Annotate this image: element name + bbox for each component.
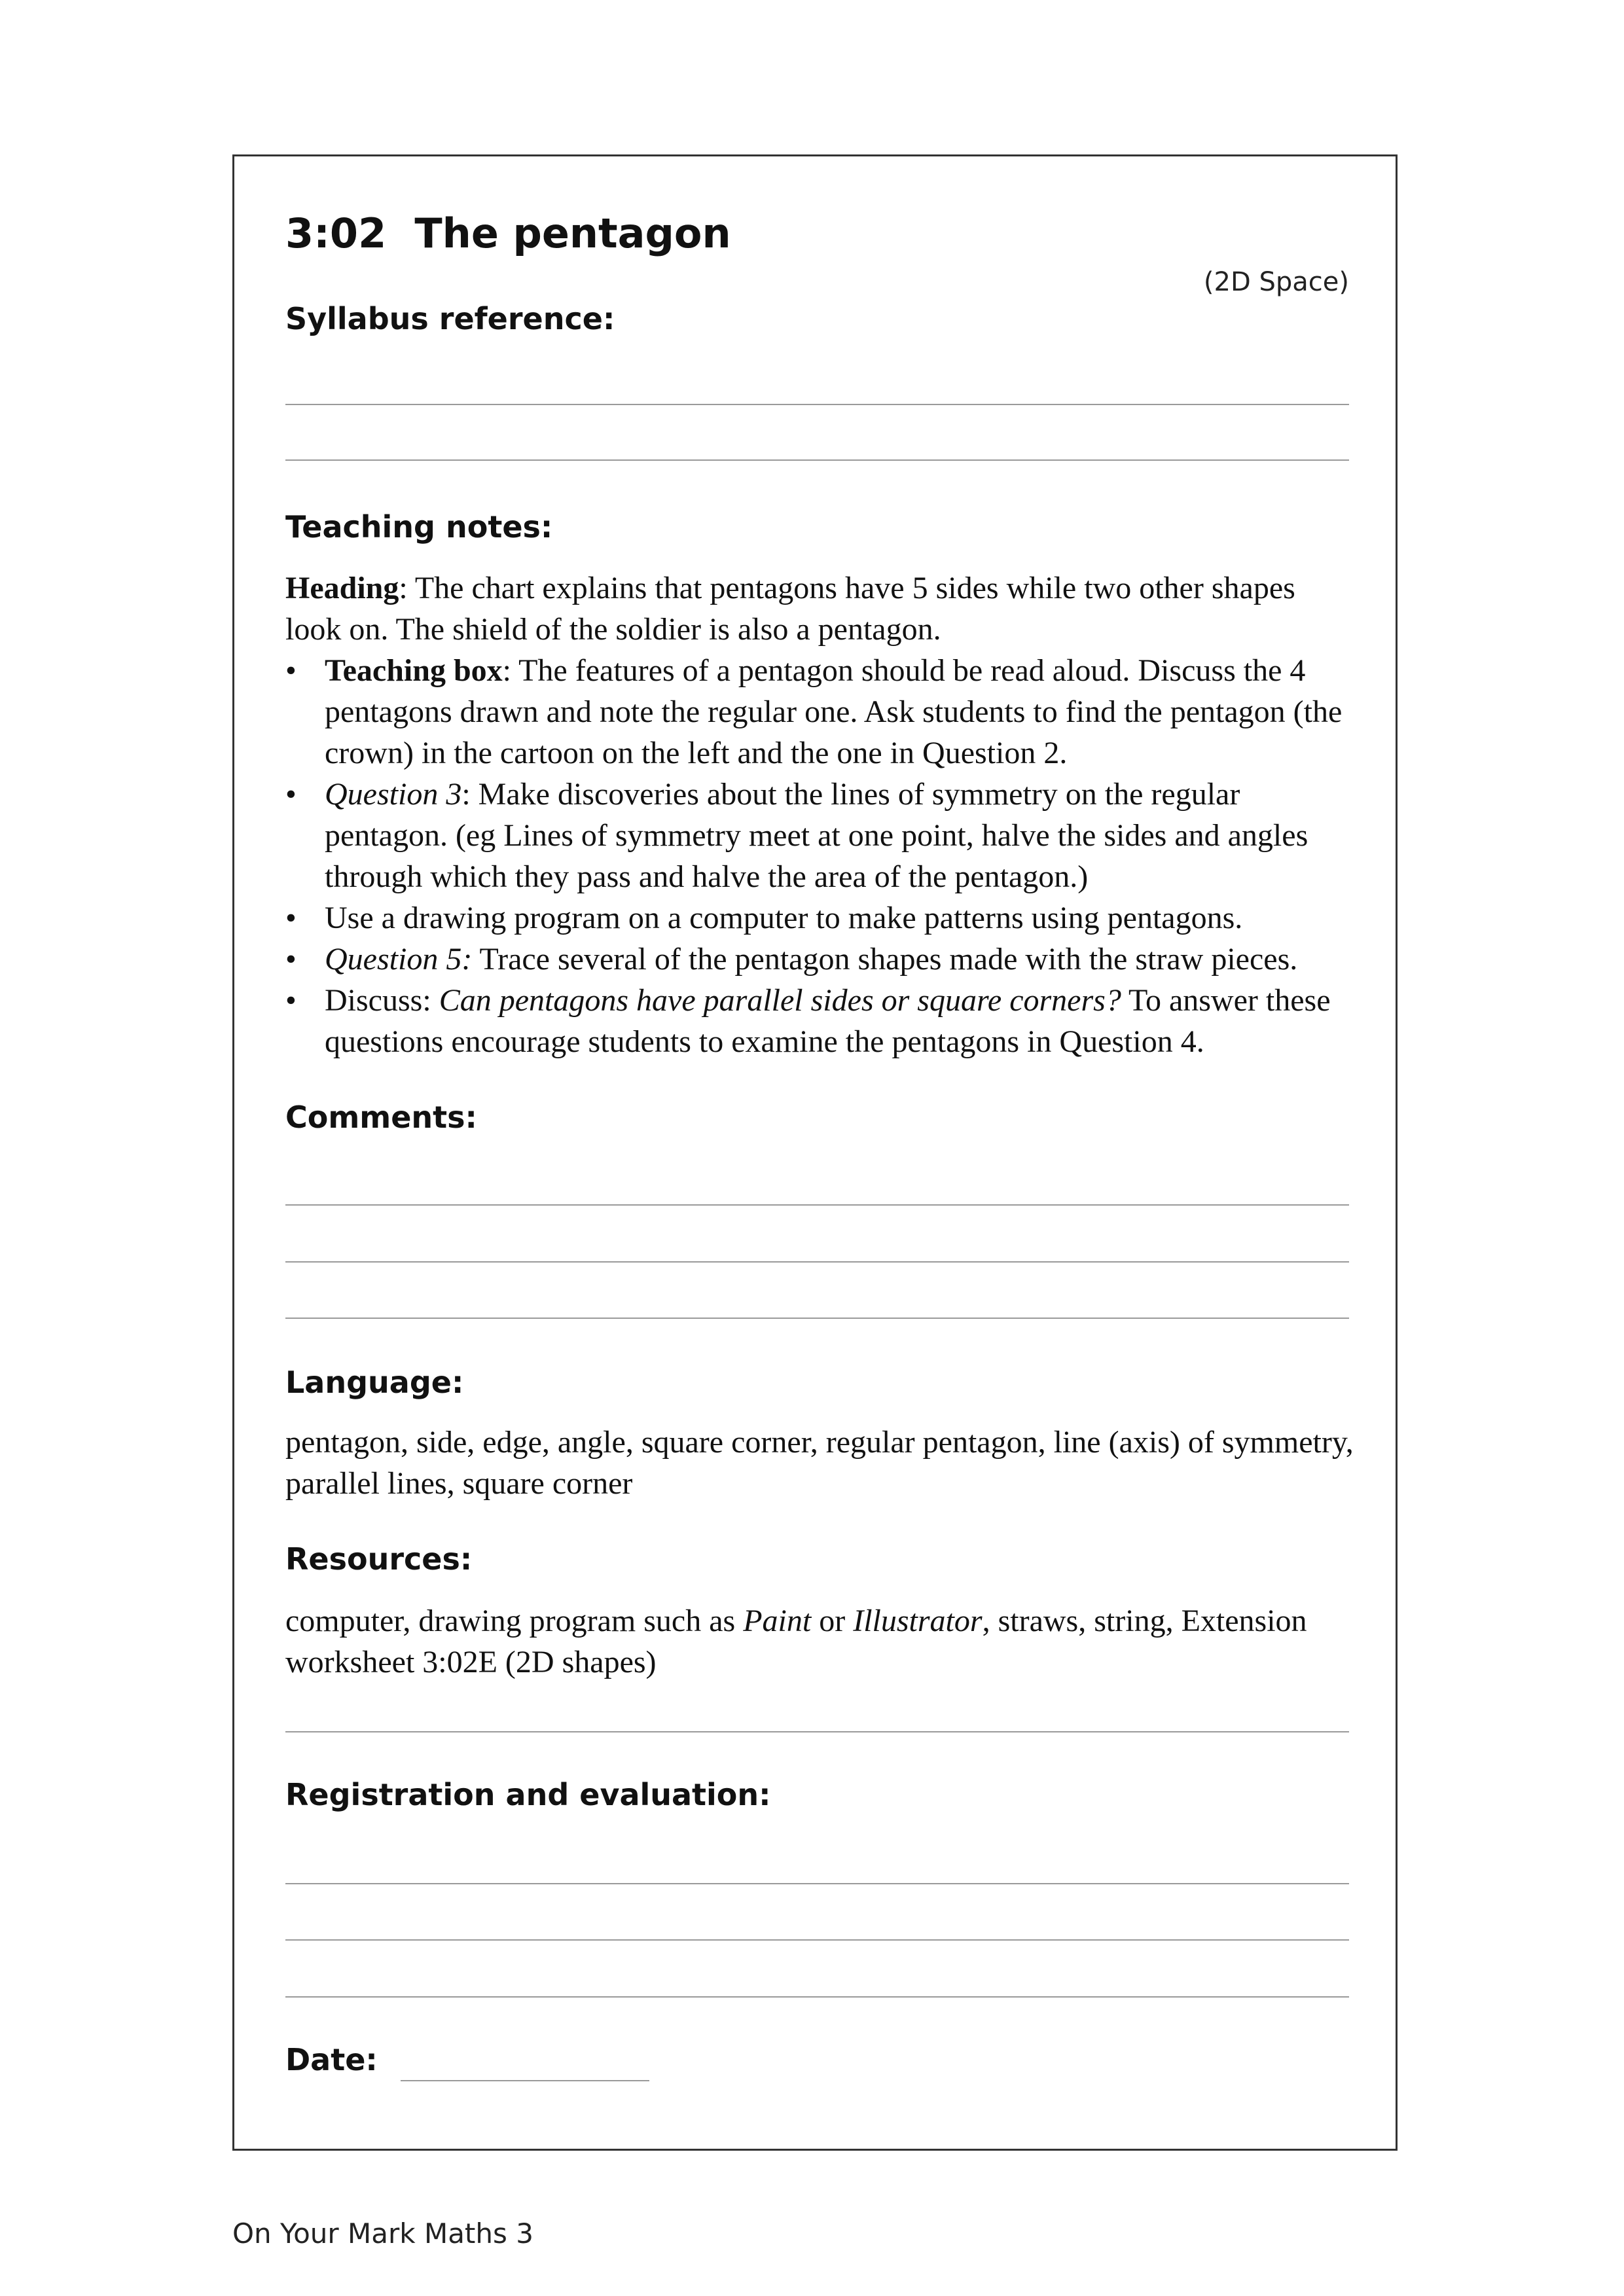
resources-prefix: computer, drawing program such as (285, 1604, 744, 1638)
comments-line-3 (285, 1318, 1349, 1319)
page-title: 3:02 The pentagon (285, 209, 731, 257)
list-item (285, 650, 1359, 774)
question-3-text: : Make discoveries about the lines of symmetry on the regular pentagon. (eg Lines of symmetry meet at one point, halve the sides and angles through which they pass and halve the area of the pentagon.) (325, 777, 1308, 894)
list-item (285, 980, 1359, 1062)
category-label: (2D Space) (1203, 267, 1349, 297)
drawing-program-text: Use a drawing program on a computer to make patterns using pentagons. (325, 901, 1243, 935)
language-heading: Language: (285, 1365, 464, 1400)
resources-paint: Paint (743, 1604, 812, 1638)
teaching-box-text: : The features of a pentagon should be read aloud. Discuss the 4 pentagons drawn and note the regular one. Ask students to find the pentagon (the crown) in the cartoon on the left and the one in Question 2. (325, 653, 1343, 770)
teaching-box-label: Teaching box (325, 653, 503, 688)
resources-heading: Resources: (285, 1541, 473, 1577)
comments-line-1 (285, 1204, 1349, 1206)
registration-line-3 (285, 1996, 1349, 1998)
discuss-prefix: Discuss: (325, 983, 439, 1018)
footer-text: On Your Mark Maths 3 (232, 2217, 533, 2250)
page-frame (232, 154, 1398, 2151)
resources-illustrator: Illustrator (853, 1604, 983, 1638)
list-item (285, 897, 1359, 939)
discuss-question: Can pentagons have parallel sides or square corners? (439, 983, 1121, 1018)
teaching-notes-heading: Teaching notes: (285, 509, 553, 545)
registration-line-1 (285, 1883, 1349, 1884)
comments-heading: Comments: (285, 1100, 477, 1135)
heading-note-text: : The chart explains that pentagons have 5 sides while two other shapes look on. The shield of the soldier is also a pentagon. (285, 571, 1295, 647)
date-label: Date: (285, 2042, 378, 2077)
syllabus-heading: Syllabus reference: (285, 301, 615, 336)
registration-heading: Registration and evaluation: (285, 1777, 771, 1812)
language-text: pentagon, side, edge, angle, square corner, regular pentagon, line (axis) of symmetry, parallel lines, square corner (285, 1425, 1354, 1501)
question-5-label: Question 5: (325, 942, 473, 977)
syllabus-line-2 (285, 459, 1349, 461)
resources-suffix: , straws, string, Extension worksheet 3:02E (2D shapes) (285, 1604, 1307, 1679)
list-item (285, 774, 1359, 897)
bullet-icon: • (285, 777, 297, 812)
bullet-icon: • (285, 942, 297, 977)
bullet-icon: • (285, 901, 297, 935)
bullet-icon: • (285, 653, 297, 688)
comments-line-2 (285, 1261, 1349, 1263)
discuss-text: To answer these questions encourage students to examine the pentagons in Question 4. (325, 983, 1331, 1059)
syllabus-line-1 (285, 404, 1349, 405)
heading-note (285, 567, 1359, 650)
heading-note-label: Heading (285, 571, 399, 605)
teaching-notes-body (285, 567, 1359, 1062)
list-item (285, 939, 1359, 980)
resources-or: or (811, 1604, 854, 1638)
teaching-notes-list (285, 650, 1359, 1062)
resources-line (285, 1731, 1349, 1732)
resources-text (285, 1600, 1359, 1683)
bullet-icon: • (285, 983, 297, 1018)
question-5-text: Trace several of the pentagon shapes made with the straw pieces. (472, 942, 1298, 977)
registration-line-2 (285, 1939, 1349, 1941)
date-line (401, 2080, 649, 2081)
question-3-label: Question 3 (325, 777, 462, 812)
